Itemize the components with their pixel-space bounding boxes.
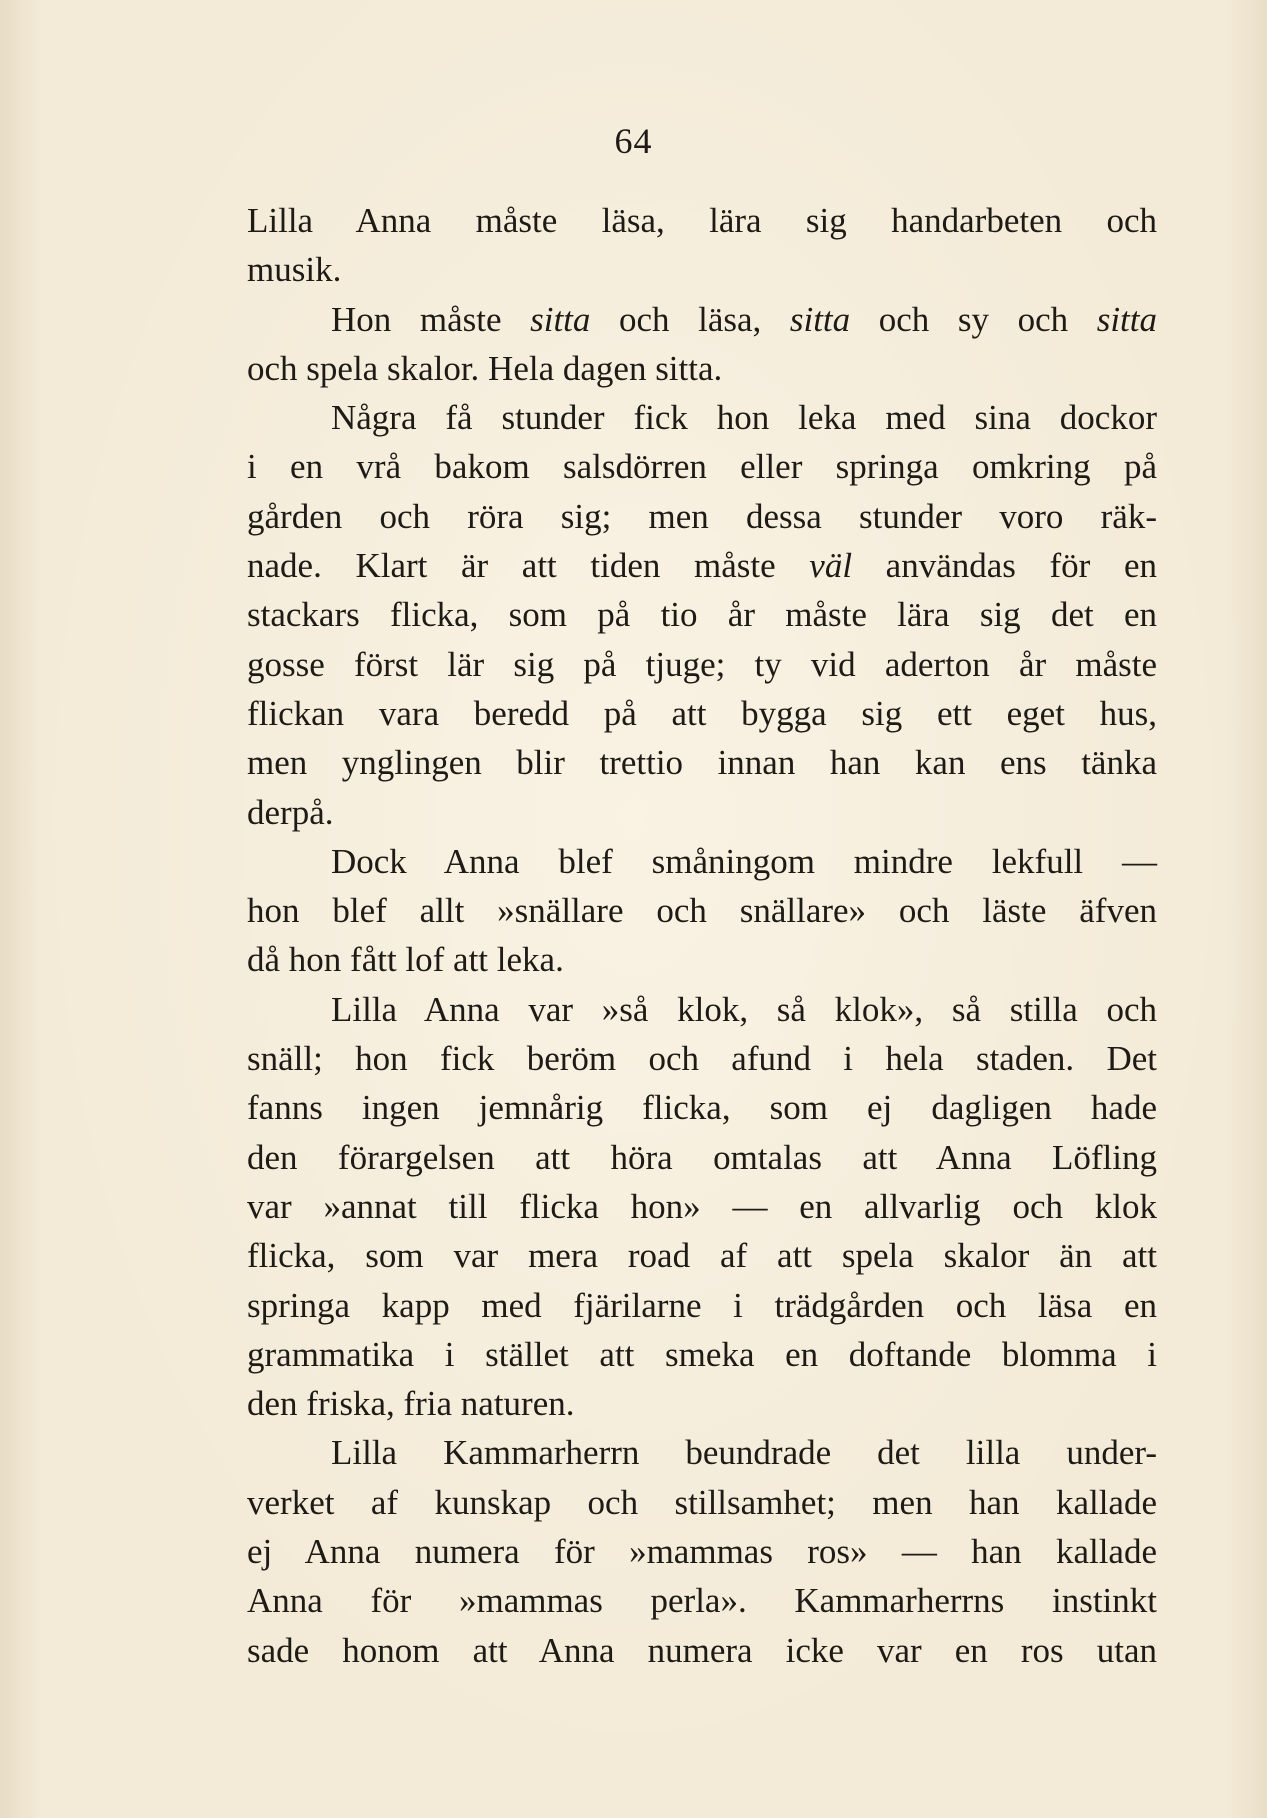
text-line: grammatika i stället att smeka en doftande blomma i — [247, 1334, 1157, 1374]
text-line: Lilla Anna var »så klok, så klok», så stilla och — [331, 989, 1157, 1029]
text-line: flickan vara beredd på att bygga sig ett eget hus, — [247, 693, 1157, 733]
text-line: men ynglingen blir trettio innan han kan ens tänka — [247, 743, 1157, 783]
text-line: springa kapp med fjärilarne i trädgården och läsa en — [247, 1285, 1157, 1325]
text-line: sade honom att Anna numera icke var en ros utan — [247, 1630, 1157, 1670]
emphasis: sitta — [789, 299, 851, 339]
text-line: nade. Klart är att tiden måste väl användas för en — [247, 546, 1157, 586]
text-line: Lilla Anna måste läsa, lära sig handarbeten och — [247, 201, 1157, 240]
text-line: musik. — [247, 250, 342, 290]
text-line: den friska, fria naturen. — [247, 1384, 575, 1424]
text-line: gosse först lär sig på tjuge; ty vid aderton år måste — [247, 644, 1157, 684]
text-line: i en vrå bakom salsdörren eller springa omkring på — [247, 447, 1157, 487]
text-line: derpå. — [247, 792, 334, 832]
text-line: ej Anna numera för »mammas ros» — han kallade — [247, 1532, 1157, 1572]
text-line: Anna för »mammas perla». Kammarherrns instinkt — [247, 1581, 1157, 1621]
text-line: gården och röra sig; men dessa stunder voro räk- — [247, 496, 1157, 536]
text-line: hon blef allt »snällare och snällare» och läste äfven — [247, 891, 1157, 931]
page-number: 64 — [614, 121, 653, 161]
emphasis: sitta — [530, 299, 591, 339]
text-line: Dock Anna blef småningom mindre lekfull — — [331, 841, 1157, 881]
text-line: och spela skalor. Hela dagen sitta. — [247, 348, 723, 388]
text-line: den förargelsen att höra omtalas att Anna Löfling — [247, 1137, 1157, 1177]
body-text — [247, 196, 1157, 1675]
text-line: var »annat till flicka hon» — en allvarlig och klok — [247, 1186, 1157, 1226]
text-line: snäll; hon fick beröm och afund i hela staden. Det — [247, 1039, 1157, 1079]
emphasis: sitta — [1096, 299, 1157, 339]
text-line: verket af kunskap och stillsamhet; men han kallade — [247, 1482, 1157, 1522]
text-line: fanns ingen jemnårig flicka, som ej dagligen hade — [247, 1088, 1157, 1128]
text-line: då hon fått lof att leka. — [247, 940, 564, 980]
text-line: flicka, som var mera road af att spela skalor än att — [247, 1236, 1157, 1276]
text-line: Hon måste sitta och läsa, sitta och sy och sitta — [331, 299, 1157, 339]
text-line: Lilla Kammarherrn beundrade det lilla under- — [331, 1433, 1157, 1473]
text-line: stackars flicka, som på tio år måste lära sig det en — [247, 595, 1157, 635]
emphasis: väl — [809, 546, 853, 586]
text-line: Några få stunder fick hon leka med sina dockor — [331, 398, 1157, 438]
